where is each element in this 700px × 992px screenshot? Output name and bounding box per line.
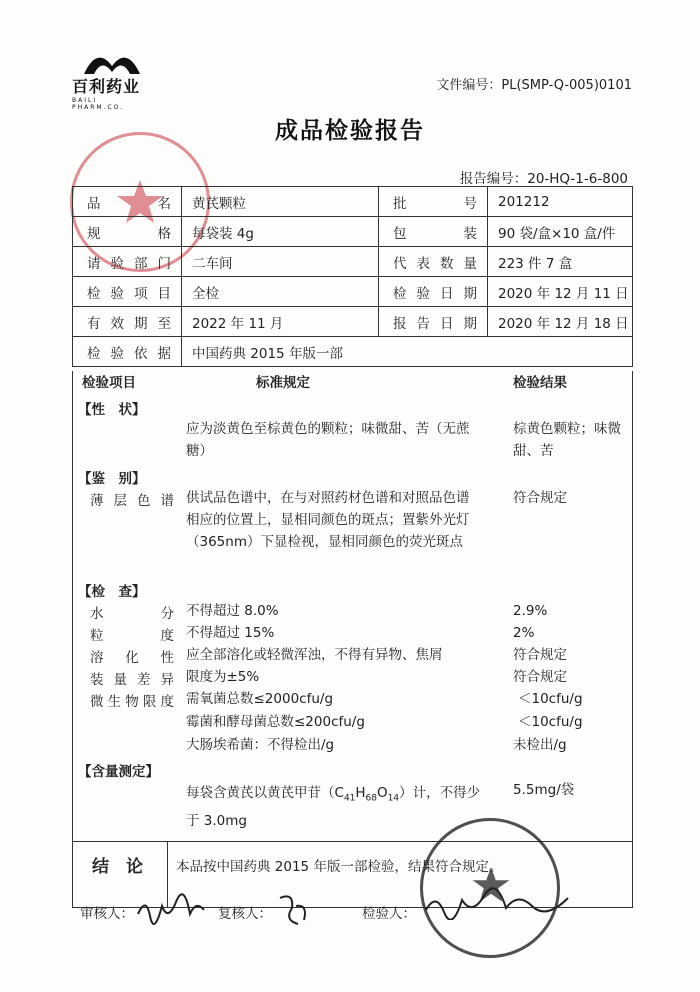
inspector-signature — [422, 886, 572, 920]
inspection-item: 粒度 — [90, 628, 174, 644]
reviewer-signature — [136, 892, 206, 926]
label-package: 包装 — [379, 217, 488, 247]
inspection-standard: 不得超过 15% — [186, 625, 275, 641]
inspection-result: 未检出/g — [513, 737, 567, 753]
inspection-item: 微生物限度 — [90, 694, 174, 710]
value-package: 90 袋/盒×10 盒/件 — [488, 217, 633, 247]
section-assay: 【含量测定】 — [78, 764, 159, 780]
reviewer-label: 审核人： — [80, 906, 134, 922]
label-batch: 批号 — [379, 187, 488, 217]
table-row — [73, 217, 633, 247]
inspection-result: ＜10cfu/g — [518, 714, 583, 730]
value-report-date: 2020 年 12 月 18 日 — [488, 307, 633, 337]
value-test-item: 全检 — [182, 277, 379, 307]
document-number: 文件编号：PL(SMP-Q-005)0101 — [436, 78, 632, 93]
inspection-standard: 需氧菌总数≤2000cfu/g — [186, 691, 334, 707]
label-department: 请验部门 — [73, 247, 182, 277]
appearance-standard: 应为淡黄色至棕黄色的颗粒；味微甜、苦（无蔗糖） — [186, 421, 470, 459]
inspection-standard: 大肠埃希菌：不得检出/g — [186, 737, 335, 753]
conclusion-text: 本品按中国药典 2015 年版一部检验，结果符合规定。 — [176, 859, 503, 875]
value-expiry: 2022 年 11 月 — [182, 307, 379, 337]
inspection-item: 溶化性 — [90, 650, 174, 666]
table-row — [73, 307, 633, 337]
inspector-label: 检验人： — [362, 906, 416, 922]
inspection-result: 符合规定 — [513, 669, 567, 685]
inspection-standard: 霉菌和酵母菌总数≤200cfu/g — [186, 714, 365, 730]
header-table — [72, 186, 633, 367]
label-quantity: 代表数量 — [379, 247, 488, 277]
value-department: 二车间 — [182, 247, 379, 277]
inspection-standard: 不得超过 8.0% — [186, 603, 279, 619]
inspection-standard: 限度为±5% — [186, 669, 260, 685]
table-row — [73, 187, 633, 217]
rechecker-label: 复核人： — [218, 906, 272, 922]
page-title: 成品检验报告 — [275, 118, 425, 144]
inspection-result: 2% — [513, 625, 535, 641]
inspection-item: 装量差异 — [90, 672, 174, 688]
report-number: 报告编号：20-HQ-1-6-800 — [459, 171, 628, 187]
label-report-date: 报告日期 — [379, 307, 488, 337]
inspection-result: 2.9% — [513, 603, 548, 619]
assay-standard: 每袋含黄芪以黄芪甲苷$(C_{41}H_{68}O_{14})$计，不得少于 3.0mg — [186, 785, 481, 829]
label-test-item: 检验项目 — [73, 277, 182, 307]
mountain-logo-icon — [82, 48, 142, 74]
appearance-result: 棕黄色颗粒；味微甜、苦 — [513, 421, 621, 459]
value-quantity: 223 件 7 盒 — [488, 247, 633, 277]
inspection-result: 符合规定 — [513, 647, 567, 663]
divider — [72, 841, 633, 842]
label-product-name: 品名 — [73, 187, 182, 217]
label-basis: 检验依据 — [73, 337, 182, 367]
value-spec: 每袋装 4g — [182, 217, 379, 247]
rechecker-signature — [274, 890, 314, 930]
inspection-result: ＜10cfu/g — [518, 691, 583, 707]
inspection-standard: 应全部溶化或轻微浑浊，不得有异物、焦屑 — [186, 647, 443, 663]
value-product-name: 黄芪颗粒 — [182, 187, 379, 217]
identification-item: 薄层色谱 — [90, 493, 174, 509]
table-row — [73, 277, 633, 307]
table-row — [73, 337, 633, 367]
section-inspection: 【检 查】 — [78, 584, 146, 600]
label-test-date: 检验日期 — [379, 277, 488, 307]
assay-result: 5.5mg/袋 — [513, 782, 575, 798]
value-test-date: 2020 年 12 月 11 日 — [488, 277, 633, 307]
identification-standard: 供试品色谱中，在与对照药材色谱和对照品色谱相应的位置上，显相同颜色的斑点；置紫外光灯（365nm）下显检视，显相同颜色的荧光斑点 — [186, 490, 470, 550]
column-header-standard: 标准规定 — [256, 375, 310, 391]
table-row — [73, 247, 633, 277]
identification-result: 符合规定 — [513, 490, 567, 506]
company-logo — [72, 48, 152, 111]
label-expiry: 有效期至 — [73, 307, 182, 337]
value-batch: 201212 — [488, 187, 633, 217]
column-header-result: 检验结果 — [513, 375, 567, 391]
section-identification: 【鉴 别】 — [78, 471, 146, 487]
section-appearance: 【性 状】 — [78, 402, 146, 418]
label-spec: 规格 — [73, 217, 182, 247]
inspection-item: 水分 — [90, 606, 174, 622]
conclusion-label: 结 论 — [92, 857, 143, 877]
value-basis: 中国药典 2015 年版一部 — [182, 337, 633, 367]
column-header-item: 检验项目 — [82, 375, 136, 391]
logo-text-cn: 百利药业 — [72, 77, 141, 96]
logo-text-en: BAILI PHARM.CO. — [72, 97, 125, 111]
